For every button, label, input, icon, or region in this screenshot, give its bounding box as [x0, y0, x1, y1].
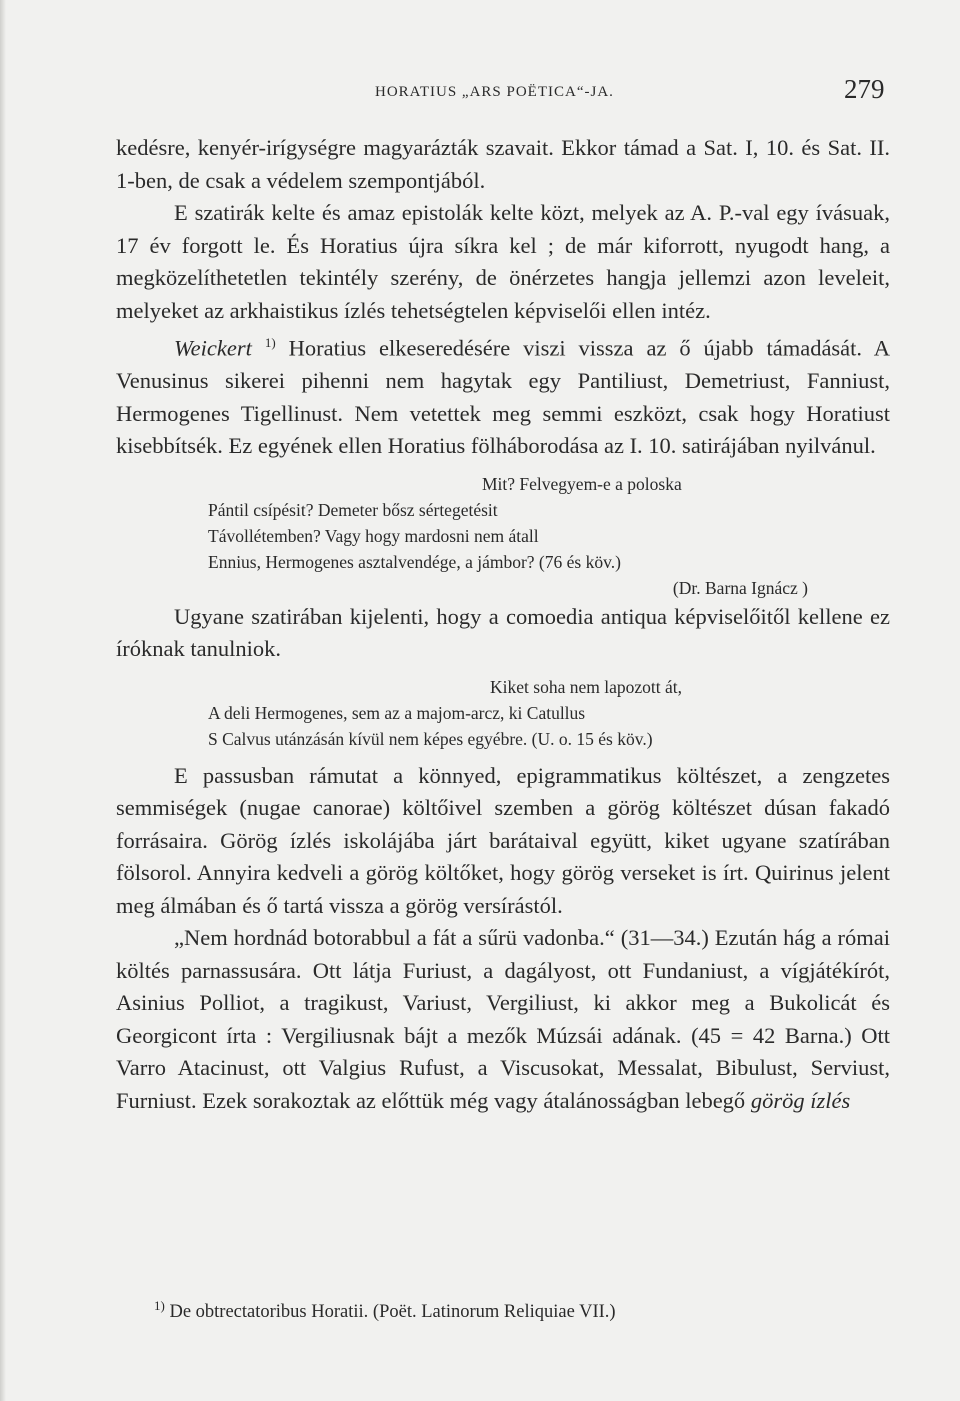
page-edge-shadow — [0, 0, 6, 1401]
verse-1-line-2: Pántil csípésit? Demeter bősz sértegetésit — [208, 499, 498, 520]
verse-2-line-3: S Calvus utánzásán kívül nem képes egyébre. (U. o. 15 és köv.) — [208, 728, 653, 749]
paragraph-5: E passusban rámutat a könnyed, epigrammatikus költészet, a zengzetes semmiségek (nugae canorae) költőivel szemben a görög költészet dúsan fakadó forrásaira. Görög ízlés iskolájába járt barátaival együtt, kiket ugyane szatírában fölsorol. Annyira kedveli a görög költőket, hogy görög verseket is írt. Quirinus jelent meg álmában és ő tartá vissza a görög versírástól. — [116, 762, 890, 918]
author-weickert: Weickert — [174, 335, 252, 361]
paragraph-2: E szatirák kelte és amaz epistolák kelte közt, melyek az A. P.-val egy ívásuak, 17 év forgott le. És Horatius újra síkra kel ; de már kiforrott, nyugodt hang, a megközelíthetetlen tekintély szerény, de önérzetes hangja jellemzi azon leveleit, melyeket az arkhaistikus ízlés tehetségtelen képviselői ellen intéz. — [116, 200, 890, 323]
verse-2-line-1: Kiket soha nem lapozott át, — [490, 676, 682, 697]
verse-quote-2 — [116, 674, 828, 752]
paragraph-4: Ugyane szatirában kijelenti, hogy a comoedia antiqua képviselőitől kellene ez íróknak tanulniok. — [116, 603, 890, 661]
verse-1-attribution: (Dr. Barna Ignácz ) — [672, 577, 808, 598]
page-number: 279 — [844, 74, 885, 104]
footnote-area — [116, 1298, 890, 1323]
page-header — [0, 74, 960, 114]
paragraph-1: kedésre, kenyér-irígységre magyarázták szavait. Ekkor támad a Sat. I, 10. és Sat. II. 1-ben, de csak a védelem szempontjából. — [116, 135, 890, 193]
verse-1-line-4: Ennius, Hermogenes asztalvendége, a jámbor? (76 és köv.) — [208, 551, 621, 572]
footnote-mark: 1) — [154, 1298, 165, 1313]
verse-2-line-2: A deli Hermogenes, sem az a majom-arcz, ki Catullus — [208, 702, 586, 723]
paragraph-3 — [116, 327, 890, 463]
footnote-ref: 1) — [264, 335, 276, 350]
paragraph-6-text: „Nem hordnád botorabbul a fát a sűrü vadonba.“ (31—34.) Ezután hág a római költés parnassusára. Ott látja Furiust, a dagályost, ott Fundaniust, a vígjátékírót, Asinius Polliot, a tragikust, Variust, Vergiliust, ki akkor meg a Bukolicát és Georgicont írta : Vergiliusnak bájt a mezők Múzsái adának. (45 = 42 Barna.) Ott Varro Atacinust, ott Valgius Rufust, a Viscusokat, Messalat, Bibulust, Serviust, Furniust. Ezek sorakoztak az előttük még vagy átalánosságban lebegő — [116, 925, 890, 1113]
footnote-text: De obtrectatoribus Horatii. (Poët. Latinorum Reliquiae VII.) — [164, 1302, 616, 1323]
running-title: HORATIUS „ARS POËTICA“-JA. — [375, 84, 614, 100]
paragraph-3-text: Horatius elkeseredésére viszi vissza az ő újabb támadását. A Venusinus sikerei pihenni nem hagytak egy Pantiliust, Demetriust, Fanniust, Hermogenes Tigellinust. Nem vetettek meg semmi eszközt, csak hogy Horatiust kisebbítsék. Ez egyének ellen Horatius fölháborodása az I. 10. satirájában nyilvánul. — [116, 335, 890, 458]
verse-1-line-3: Távollétemben? Vagy hogy mardosni nem átall — [208, 525, 539, 546]
verse-1-line-1: Mit? Felvegyem-e a poloska — [482, 473, 682, 494]
paragraph-6 — [116, 922, 890, 1117]
main-text — [116, 132, 890, 1117]
footnote — [154, 1298, 890, 1323]
phrase-gorog-izles: görög ízlés — [750, 1087, 851, 1113]
verse-quote-1 — [116, 471, 808, 601]
